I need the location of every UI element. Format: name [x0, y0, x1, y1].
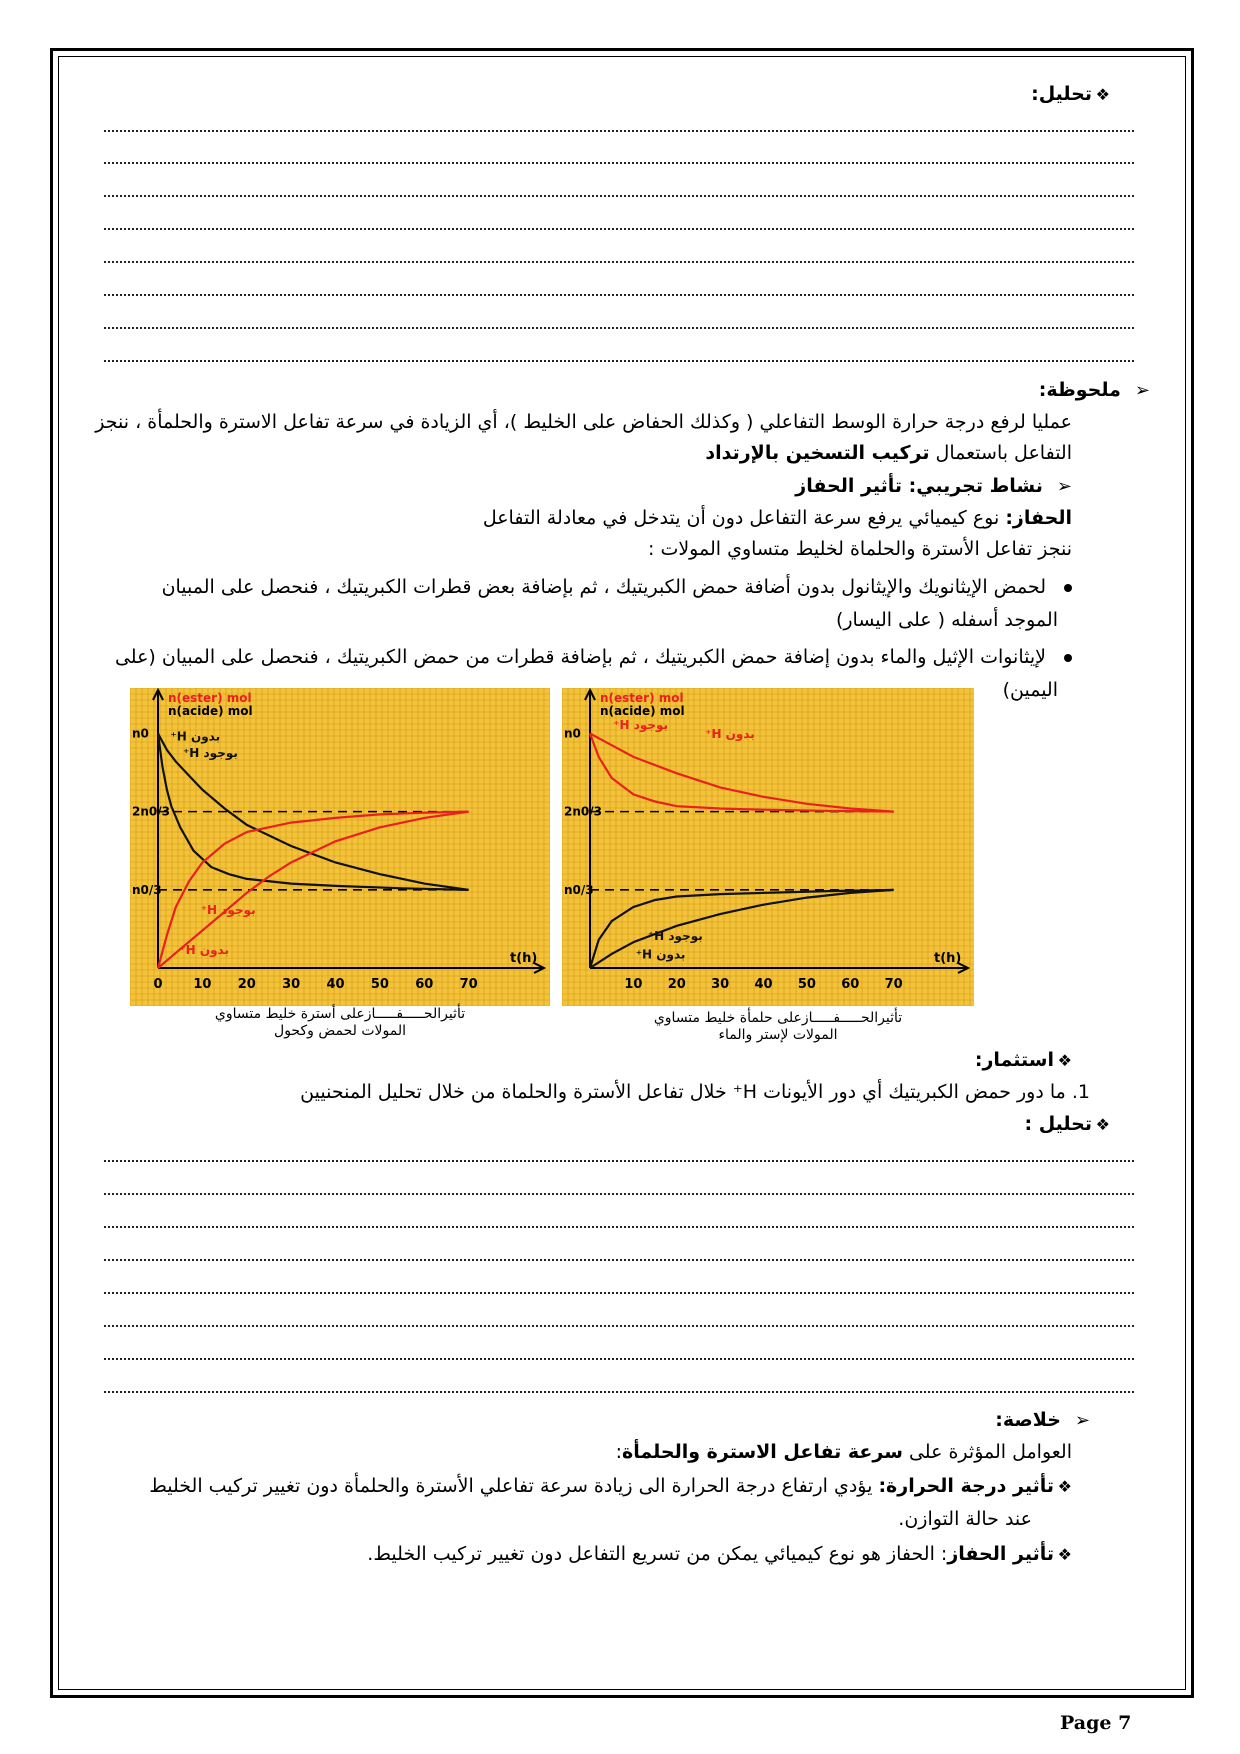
bullet-2-line-1: لإيثانوات الإثيل والماء بدون إضافة حمض الكبريتيك ، ثم بإضافة قطرات من حمض الكبريتيك ، فنحصل على المبيان (على — [115, 641, 1072, 673]
exploit-heading: ❖استثمار: — [975, 1044, 1072, 1076]
diamond-bullet-icon: ❖ — [1057, 1051, 1072, 1070]
bullet-dot — [1064, 654, 1072, 662]
curve-annotation: بدون H⁺ — [170, 729, 221, 744]
hydrolysis-chart — [562, 688, 974, 1006]
y-axis-label-ester: n(ester) mol — [600, 691, 684, 705]
activity-intro: ننجز تفاعل الأسترة والحلماة لخليط متساوي المولات : — [648, 538, 1072, 560]
y-tick-label: 2n0/3 — [132, 804, 170, 819]
bullet-2-line-2: اليمين) — [1002, 679, 1058, 701]
x-tick-label: 50 — [370, 977, 389, 992]
summary-item-temperature-line-2: عند حالة التوازن. — [898, 1508, 1032, 1530]
x-tick-label: 50 — [797, 977, 816, 992]
summary-heading: ➢خلاصة: — [995, 1404, 1090, 1437]
bullet-dot — [1064, 584, 1072, 592]
arrow-bullet-icon: ➢ — [1074, 1410, 1090, 1431]
diamond-bullet-icon: ❖ — [1095, 1115, 1110, 1134]
curve-annotation: بدون H⁺ — [179, 942, 229, 957]
activity-heading: ➢نشاط تجريبي: تأثير الحفاز — [795, 470, 1072, 503]
diamond-bullet-icon: ❖ — [1095, 85, 1110, 104]
dotted-line[interactable] — [104, 1160, 1134, 1162]
question-1: 1. ما دور حمض الكبريتيك أي دور الأيونات H⁺ خلال تفاعل الأسترة والحلماة من خلال تحليل المنحنيين — [300, 1081, 1090, 1103]
y-tick-label: n0 — [132, 726, 149, 741]
x-tick-label: 60 — [841, 977, 860, 992]
bullet-1-line-2: الموجد أسفله ( على اليسار) — [835, 609, 1058, 631]
dotted-line[interactable] — [104, 261, 1134, 263]
dotted-line[interactable] — [104, 1325, 1134, 1327]
curve-annotation: بدون H⁺ — [705, 727, 755, 742]
dotted-line[interactable] — [104, 1259, 1134, 1261]
x-tick-label: 0 — [153, 977, 163, 992]
x-tick-label: 30 — [711, 977, 730, 992]
note-line-1: عمليا لرفع درجة حرارة الوسط التفاعلي ( وكذلك الحفاض على الخليط )، أي الزيادة في سرعة تفاعل الاسترة والحلمأة ، ننجز — [95, 411, 1072, 433]
dotted-line[interactable] — [104, 1391, 1134, 1393]
x-tick-label: 40 — [326, 977, 345, 992]
bullet-1-line-1: لحمض الإيثانويك والإيثانول بدون أضافة حمض الكبريتيك ، ثم بإضافة بعض قطرات الكبريتيك ، فنحصل على المبيان — [162, 571, 1072, 603]
dotted-line[interactable] — [104, 195, 1134, 197]
note-line-2: التفاعل باستعمال تركيب التسخين بالإرتداد — [705, 442, 1072, 464]
y-tick-label: n0 — [564, 726, 581, 741]
summary-item-temperature: ❖تأثير درجة الحرارة: يؤدي ارتفاع درجة الحرارة الى زيادة سرعة تفاعلي الأسترة والحلمأة دون تغيير تركيب الخليط — [149, 1470, 1072, 1502]
dotted-line[interactable] — [104, 130, 1134, 132]
curve-annotation: بوجود H⁺ — [613, 717, 669, 732]
x-axis-label: t(h) — [934, 951, 962, 966]
analysis-heading-2: ❖تحليل : — [1024, 1108, 1110, 1140]
dotted-line[interactable] — [104, 360, 1134, 362]
y-tick-label: 2n0/3 — [564, 804, 602, 819]
dotted-line[interactable] — [104, 1292, 1134, 1294]
right-chart-caption: تأثيرالحـــــفـــــازعلى حلمأة خليط متساوي المولات لإستر والماء — [653, 1010, 903, 1043]
dotted-line[interactable] — [104, 162, 1134, 164]
dotted-line[interactable] — [104, 294, 1134, 296]
x-tick-label: 30 — [282, 977, 301, 992]
dotted-line[interactable] — [104, 1193, 1134, 1195]
arrow-bullet-icon: ➢ — [1134, 380, 1150, 401]
x-tick-label: 40 — [754, 977, 773, 992]
dotted-line[interactable] — [104, 327, 1134, 329]
summary-item-catalyst: ❖تأثير الحفاز: الحفاز هو نوع كيميائي يمكن من تسريع التفاعل دون تغيير تركيب الخليط. — [367, 1538, 1072, 1570]
diamond-bullet-icon: ❖ — [1057, 1477, 1072, 1496]
x-tick-label: 10 — [193, 977, 212, 992]
x-tick-label: 10 — [624, 977, 643, 992]
summary-intro: العوامل المؤثرة على سرعة تفاعل الاسترة والحلمأة: — [615, 1441, 1072, 1463]
y-axis-label-acid: n(acide) mol — [600, 704, 685, 718]
x-axis-label: t(h) — [510, 951, 538, 966]
analysis-heading-1: ❖تحليل: — [1031, 78, 1110, 110]
note-heading: ➢ملحوظة: — [1039, 374, 1150, 407]
curve-annotation: بدون H⁺ — [635, 947, 686, 962]
x-tick-label: 60 — [415, 977, 434, 992]
y-tick-label: n0/3 — [564, 882, 594, 897]
y-tick-label: n0/3 — [132, 882, 162, 897]
x-tick-label: 70 — [884, 977, 903, 992]
catalyst-definition: الحفاز: نوع كيميائي يرفع سرعة التفاعل دون أن يتدخل في معادلة التفاعل — [482, 507, 1072, 529]
y-axis-label-acid: n(acide) mol — [168, 704, 253, 718]
curve-annotation: بوجود H⁺ — [200, 903, 256, 918]
dotted-line[interactable] — [104, 228, 1134, 230]
x-tick-label: 20 — [667, 977, 686, 992]
x-tick-label: 20 — [237, 977, 256, 992]
dotted-line[interactable] — [104, 1358, 1134, 1360]
arrow-bullet-icon: ➢ — [1056, 476, 1072, 497]
left-chart-caption: تأثيرالحـــــفـــــازعلى أسترة خليط متساوي المولات لحمض وكحول — [214, 1006, 466, 1039]
y-axis-label-ester: n(ester) mol — [168, 691, 252, 705]
diamond-bullet-icon: ❖ — [1057, 1545, 1072, 1564]
curve-annotation: بوجود H⁺ — [182, 745, 238, 760]
page-number: Page 7 — [1060, 1712, 1132, 1734]
esterification-chart — [130, 688, 550, 1006]
x-tick-label: 70 — [459, 977, 478, 992]
curve-annotation: بوجود H⁺ — [647, 928, 703, 943]
dotted-line[interactable] — [104, 1226, 1134, 1228]
